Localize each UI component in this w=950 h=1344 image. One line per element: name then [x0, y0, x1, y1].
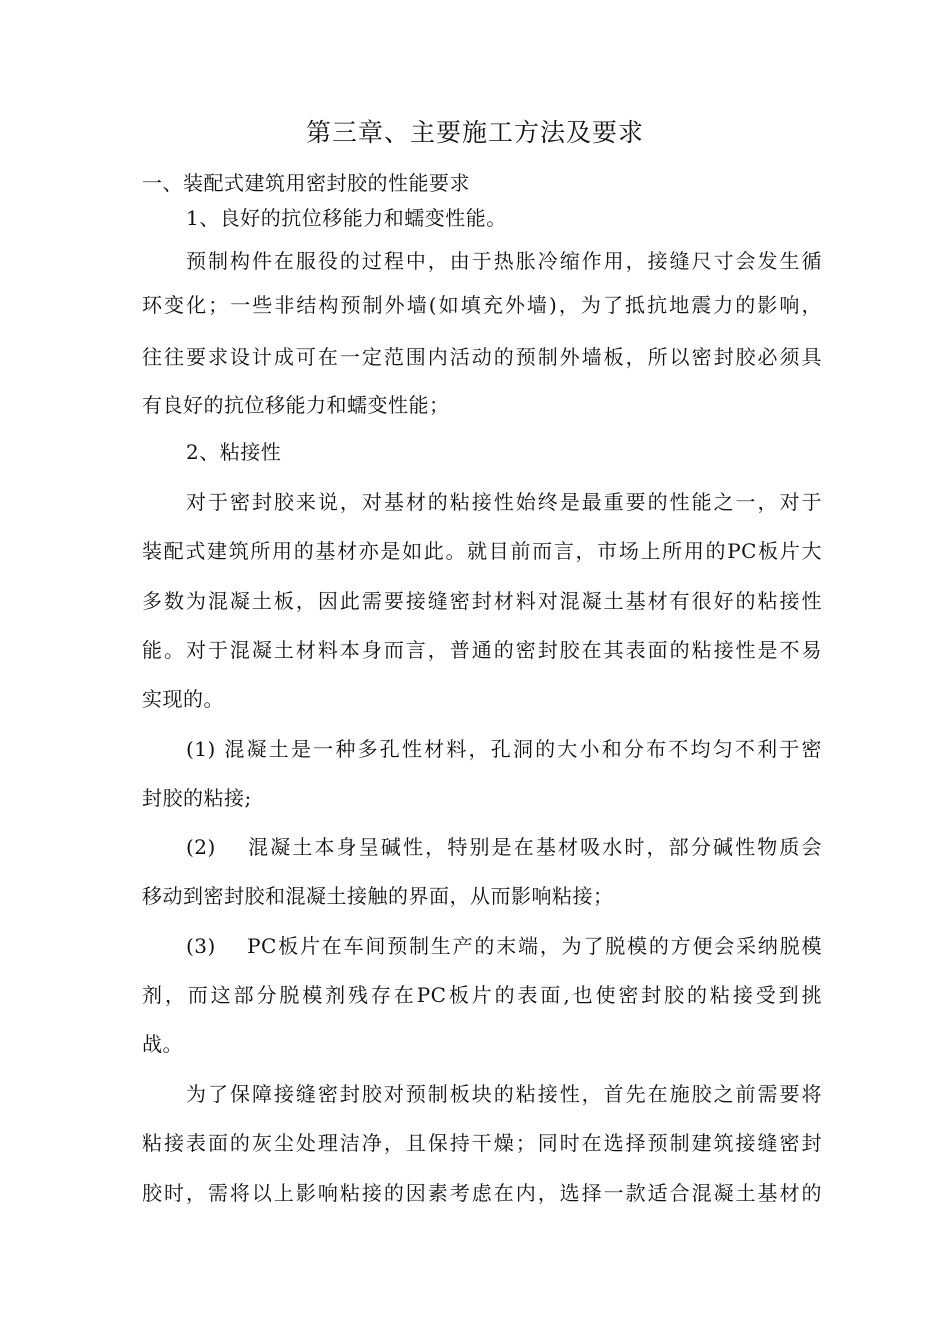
- chapter-title: 第三章、主要施工方法及要求: [305, 118, 644, 147]
- paragraph-line: 为了保障接缝密封胶对预制板块的粘接性，首先在施胶之前需要将: [186, 1082, 822, 1106]
- paragraph-line: 能。对于混凝土材料本身而言，普通的密封胶在其表面的粘接性是不易: [142, 638, 822, 662]
- list-item-line: 封胶的粘接;: [142, 786, 252, 810]
- list-item-line: 移动到密封胶和混凝土接触的界面，从而影响粘接；: [142, 884, 614, 908]
- paragraph-line: 粘接表面的灰尘处理洁净，且保持干燥；同时在选择预制建筑接缝密封: [142, 1131, 822, 1155]
- paragraph-line: 胶时，需将以上影响粘接的因素考虑在内，选择一款适合混凝土基材的: [142, 1181, 822, 1205]
- paragraph-line: 预制构件在服役的过程中，由于热胀冷缩作用，接缝尺寸会发生循: [186, 249, 822, 273]
- paragraph-line: 有良好的抗位移能力和蠕变性能；: [142, 393, 450, 417]
- paragraph-line: 多数为混凝土板，因此需要接缝密封材料对混凝土基材有很好的粘接性: [142, 589, 822, 613]
- list-item-line: (2) 混凝土本身呈碱性，特别是在基材吸水时，部分碱性物质会: [186, 835, 822, 859]
- list-item-line: 剂，而这部分脱模剂残存在PC板片的表面,也使密封胶的粘接受到挑: [142, 983, 822, 1007]
- list-item-line: (3) PC板片在车间预制生产的末端，为了脱模的方便会采纳脱模: [186, 934, 822, 958]
- list-item-line: (1) 混凝土是一种多孔性材料，孔洞的大小和分布不均匀不利于密: [186, 737, 822, 761]
- paragraph-line: 装配式建筑所用的基材亦是如此。就目前而言，市场上所用的PC板片大: [142, 539, 822, 563]
- paragraph-line: 对于密封胶来说，对基材的粘接性始终是最重要的性能之一，对于: [186, 490, 822, 514]
- item-heading: 1、良好的抗位移能力和蠕变性能。: [186, 206, 507, 230]
- paragraph-line: 实现的。: [142, 687, 224, 711]
- list-item-line: 战。: [142, 1032, 183, 1056]
- item-heading: 2、粘接性: [186, 440, 282, 464]
- paragraph-line: 环变化；一些非结构预制外墙(如填充外墙)，为了抵抗地震力的影响，: [142, 293, 822, 317]
- section-heading: 一、装配式建筑用密封胶的性能要求: [142, 171, 470, 195]
- paragraph-line: 往往要求设计成可在一定范围内活动的预制外墙板，所以密封胶必须具: [142, 345, 822, 369]
